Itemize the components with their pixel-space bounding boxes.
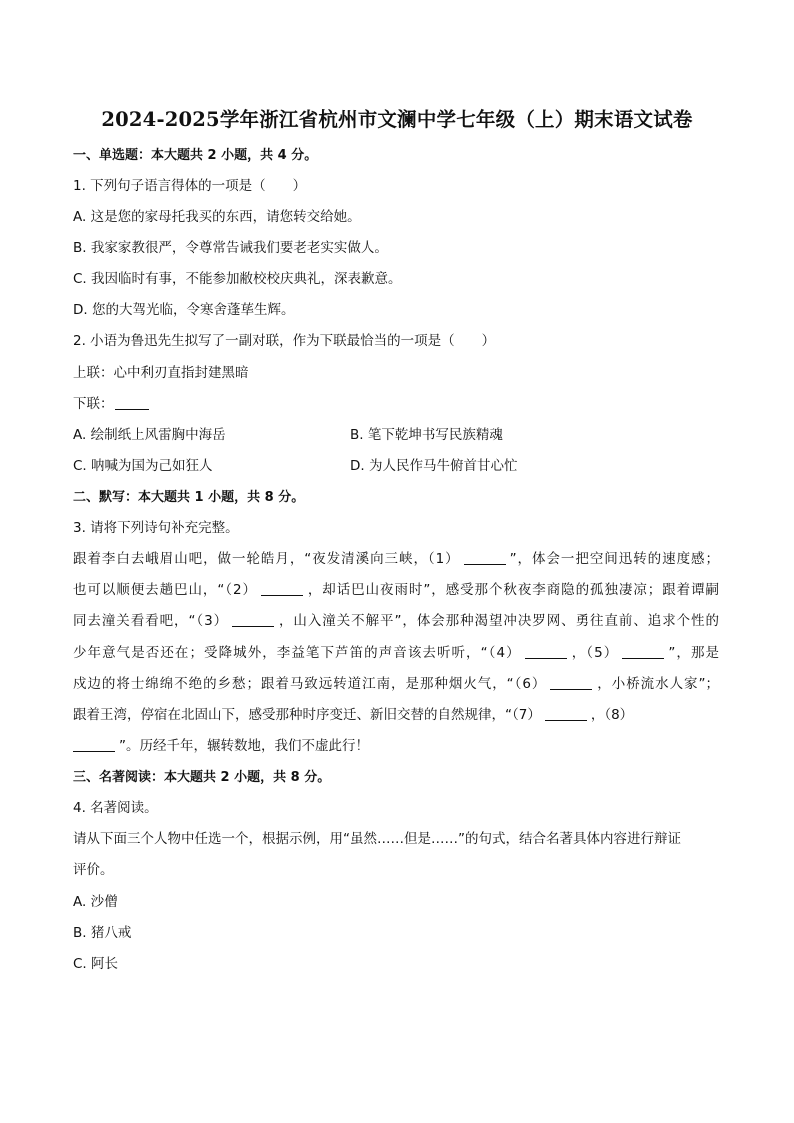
text-segment: ”，体会一把空间迅转的速度感； <box>509 551 719 567</box>
question-4-option-b: B. 猪八戒 <box>73 925 132 941</box>
question-3-stem: 3. 请将下列诗句补充完整。 <box>73 520 239 536</box>
question-3-paragraph-line <box>73 645 719 661</box>
text-segment: ，却话巴山夜雨时”，感受那个秋夜李商隐的孤独凄凉；跟着谭嗣 <box>306 582 719 598</box>
answer-blank-2 <box>261 582 303 596</box>
text-segment: 跟着王湾，停宿在北固山下，感受那种时序变迁、新旧交替的自然规律，“（7） <box>73 707 541 723</box>
text-segment: 戍边的将士绵绵不绝的乡愁；跟着马致远转道江南，是那种烟火气，“（6） <box>73 676 547 692</box>
question-2-stem: 2. 小语为鲁迅先生拟写了一副对联，作为下联最恰当的一项是（ ） <box>73 333 496 349</box>
question-1-option-c: C. 我因临时有事，不能参加敝校校庆典礼，深表歉意。 <box>73 271 402 287</box>
question-2-upper-couplet: 上联：心中利刃直指封建黑暗 <box>73 365 249 381</box>
answer-blank-5 <box>622 645 664 659</box>
question-3-paragraph-line <box>73 582 719 598</box>
section-heading-dictation: 二、默写：本大题共 1 小题，共 8 分。 <box>73 490 305 505</box>
answer-blank-1 <box>464 551 506 565</box>
exam-title: 2024-2025学年浙江省杭州市文澜中学七年级（上）期末语文试卷 <box>101 108 693 131</box>
text-segment: ”，那是 <box>668 645 719 661</box>
question-2-option-b: B. 笔下乾坤书写民族精魂 <box>350 427 503 443</box>
text-segment: 也可以顺便去趟巴山，“（2） <box>73 582 257 598</box>
question-4-stem: 4. 名著阅读。 <box>73 800 158 816</box>
answer-blank-6 <box>550 676 592 690</box>
question-4-option-c: C. 阿长 <box>73 956 119 972</box>
question-3-paragraph-line <box>73 613 719 629</box>
question-2-option-c: C. 呐喊为国为己如狂人 <box>73 458 213 474</box>
question-1-option-d: D. 您的大驾光临，令寒舍蓬荜生辉。 <box>73 302 295 318</box>
answer-blank-7 <box>545 707 587 721</box>
section-heading-classic-reading: 三、名著阅读：本大题共 2 小题，共 8 分。 <box>73 770 331 785</box>
question-3-paragraph-line <box>73 676 719 692</box>
answer-blank-3 <box>232 613 274 627</box>
question-2-option-a: A. 绘制纸上风雷胸中海岳 <box>73 427 226 443</box>
text-segment: 同去潼关看看吧，“（3） <box>73 613 229 629</box>
text-segment: ，山入潼关不解平”，体会那种渴望冲决罗网、勇往直前、追求个性的 <box>278 613 719 629</box>
answer-blank <box>115 396 149 410</box>
text-segment: ”。历经千年，辗转数地，我们不虚此行！ <box>119 738 369 754</box>
text-segment: ，小桥流水人家”； <box>596 676 719 692</box>
question-2-lower-couplet <box>73 396 149 412</box>
text-segment: ，（8） <box>590 707 634 723</box>
question-1-option-a: A. 这是您的家母托我买的东西，请您转交给她。 <box>73 209 361 225</box>
question-1-stem: 1. 下列句子语言得体的一项是（ ） <box>73 178 307 194</box>
text-segment: ，（5） <box>570 645 619 661</box>
question-1-option-b: B. 我家家教很严，令尊常告诫我们要老老实实做人。 <box>73 240 388 256</box>
text-segment: 少年意气是否还在；受降城外，李益笔下芦笛的声音该去听听，“（4） <box>73 645 521 661</box>
question-4-requirement: 请从下面三个人物中任选一个，根据示例，用“虽然……但是……”的句式，结合名著具体内容进行辩证 <box>73 831 681 847</box>
question-2-option-d: D. 为人民作马牛俯首甘心忙 <box>350 458 518 474</box>
question-3-paragraph-line <box>73 551 719 567</box>
section-heading-single-choice: 一、单选题：本大题共 2 小题，共 4 分。 <box>73 148 318 163</box>
text-segment: 跟着李白去峨眉山吧，做一轮皓月，“夜发清溪向三峡，（1） <box>73 551 460 567</box>
answer-blank-4 <box>525 645 567 659</box>
lower-couplet-label: 下联： <box>73 396 114 412</box>
question-3-paragraph-line <box>73 738 369 754</box>
question-3-paragraph-line <box>73 707 633 723</box>
answer-blank-8 <box>73 738 115 752</box>
question-4-option-a: A. 沙僧 <box>73 894 118 910</box>
question-4-requirement-cont: 评价。 <box>73 862 114 878</box>
